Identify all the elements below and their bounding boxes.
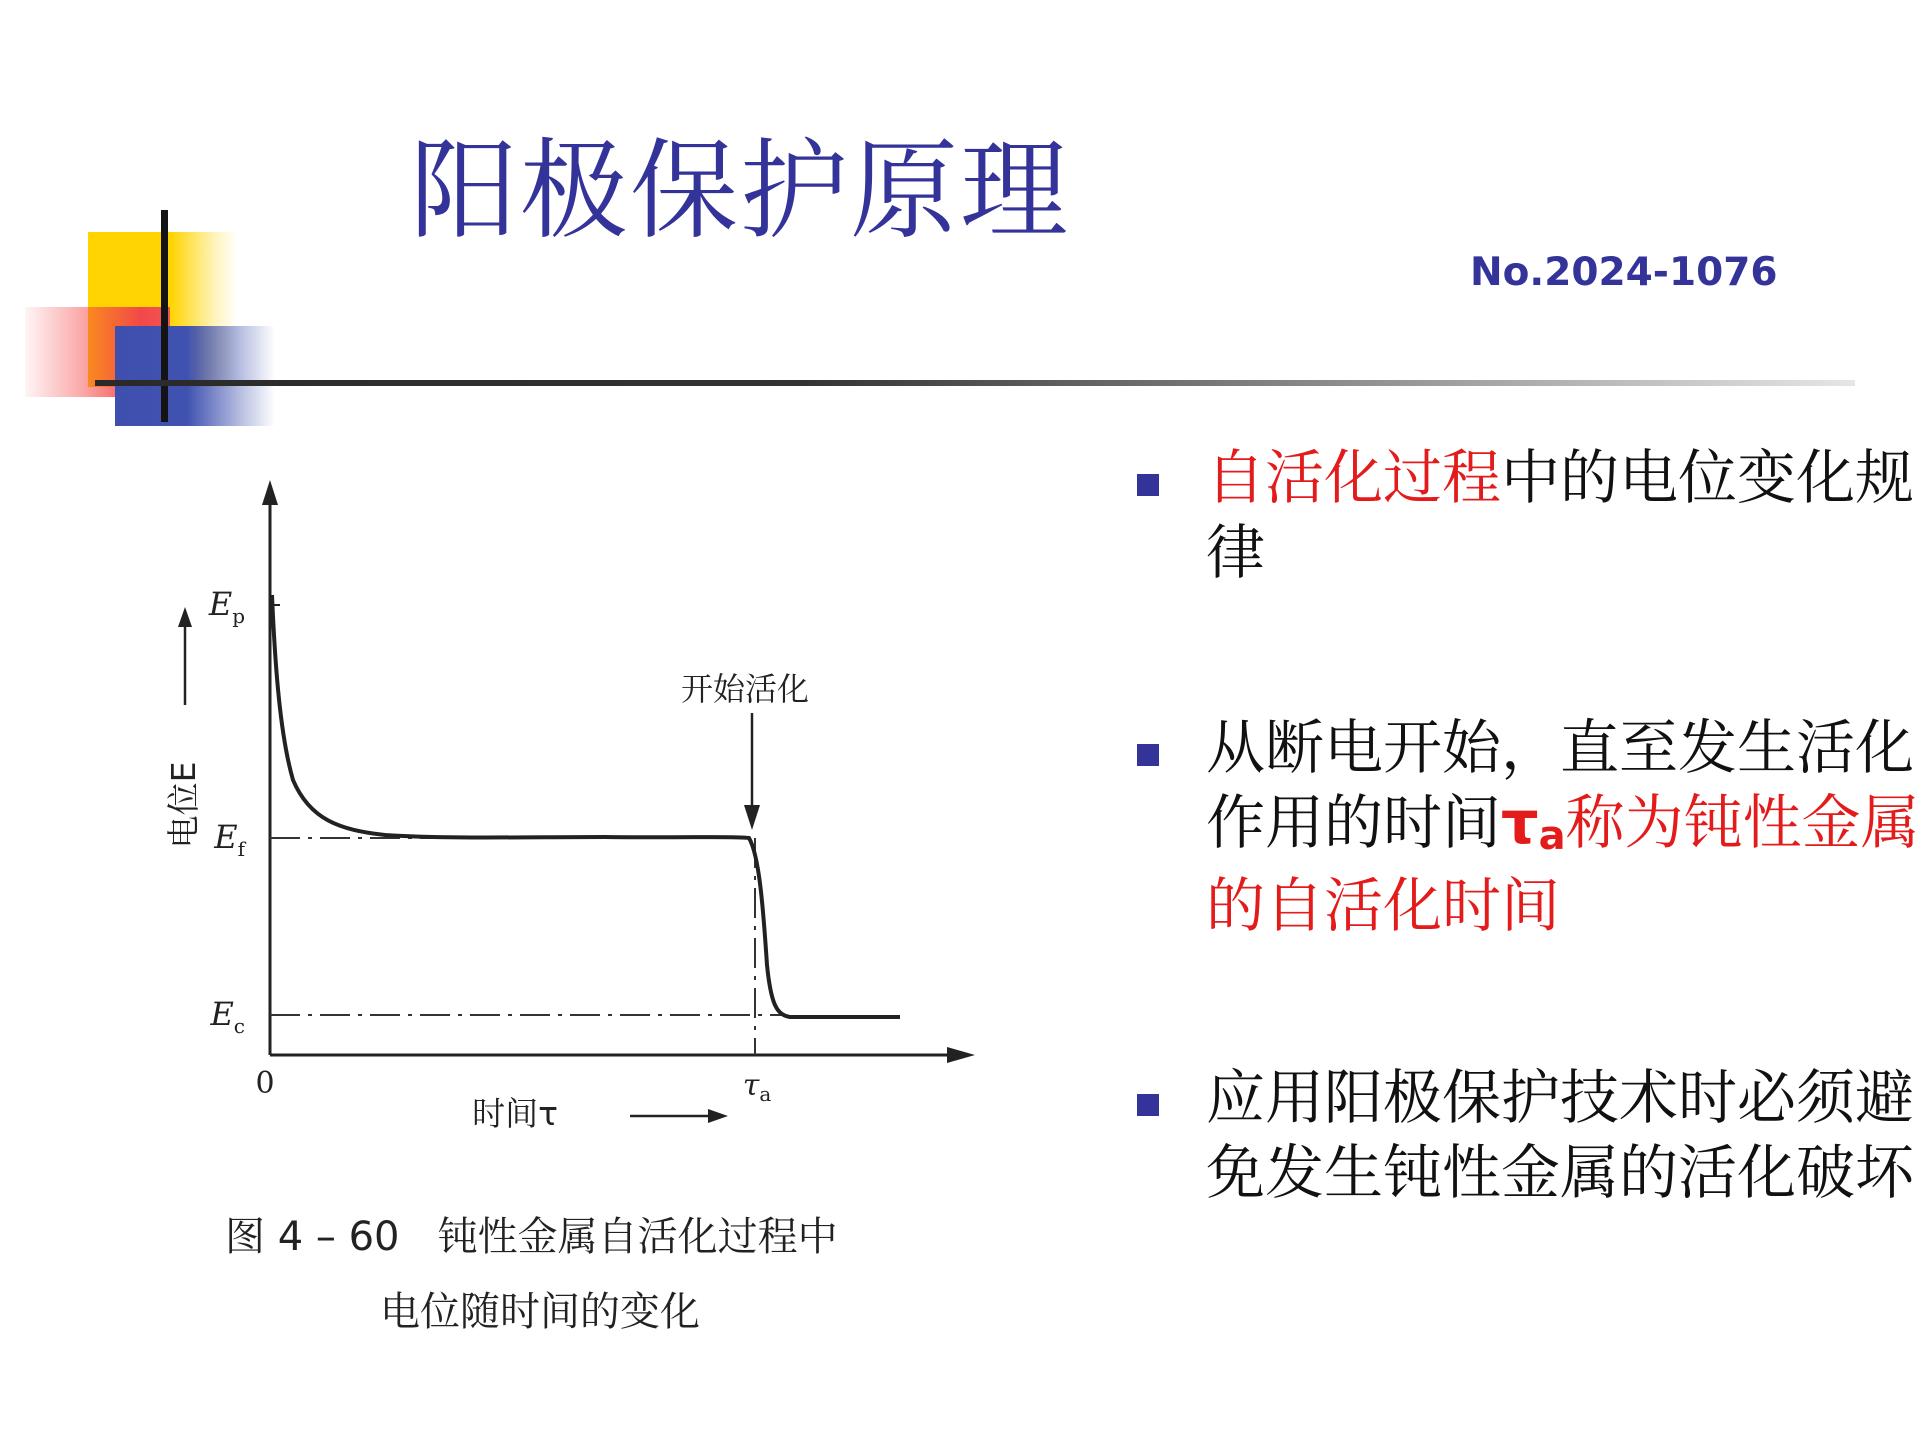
- y-axis-label-arrowhead: [178, 607, 192, 627]
- decor-blue-square: [115, 326, 275, 426]
- bullet-1-rest: 中的电位变化规律: [1206, 443, 1915, 587]
- y-tick-ec: $E_c$: [210, 995, 245, 1038]
- bullet-text-3: 应用阳极保护技术时必须避免发生钝性金属的活化破坏: [1206, 1063, 1915, 1207]
- bullet-square-icon: [1137, 474, 1159, 496]
- figure-caption-line2: 电位随时间的变化: [380, 1289, 700, 1335]
- bullet-2-tau: τa: [1501, 788, 1566, 859]
- annotation-arrowhead: [744, 805, 760, 830]
- bullet-square-icon: [1137, 1094, 1159, 1116]
- y-axis-label: 电位E: [164, 761, 203, 849]
- annotation-label: 开始活化: [680, 670, 810, 708]
- bullet-2-highlight: 称为钝性金属的自活化时间: [1206, 788, 1920, 940]
- potential-time-figure: [125, 435, 1045, 1395]
- x-axis-label: 时间τ: [472, 1094, 558, 1133]
- x-axis-label-arrowhead: [708, 1109, 728, 1123]
- title-divider-line: [95, 380, 1855, 386]
- y-axis-arrowhead: [262, 480, 278, 505]
- bullet-1-highlight: 自活化过程: [1206, 443, 1502, 512]
- x-tick-tau-a: $\tau_a$: [742, 1068, 772, 1106]
- y-tick-ep: $E_p$: [208, 585, 245, 628]
- figure-caption-line1: 图 4 – 60 钝性金属自活化过程中: [225, 1214, 838, 1260]
- slide-title: 阳极保护原理: [410, 129, 1071, 254]
- y-tick-ef: $E_f$: [214, 818, 245, 861]
- bullet-text-2: [1206, 710, 1926, 943]
- bullet-text-1: [1206, 440, 1926, 590]
- document-number: No.2024-1076: [1470, 250, 1778, 295]
- x-axis-arrowhead: [947, 1047, 975, 1063]
- decor-vertical-line: [161, 210, 168, 422]
- x-tick-zero: 0: [255, 1066, 275, 1101]
- figure-panel: [125, 435, 1045, 1395]
- bullet-2-text: 从断电开始，直至发生活化作用的时间: [1206, 713, 1915, 857]
- bullet-square-icon: [1137, 744, 1159, 766]
- potential-curve: [272, 595, 900, 1017]
